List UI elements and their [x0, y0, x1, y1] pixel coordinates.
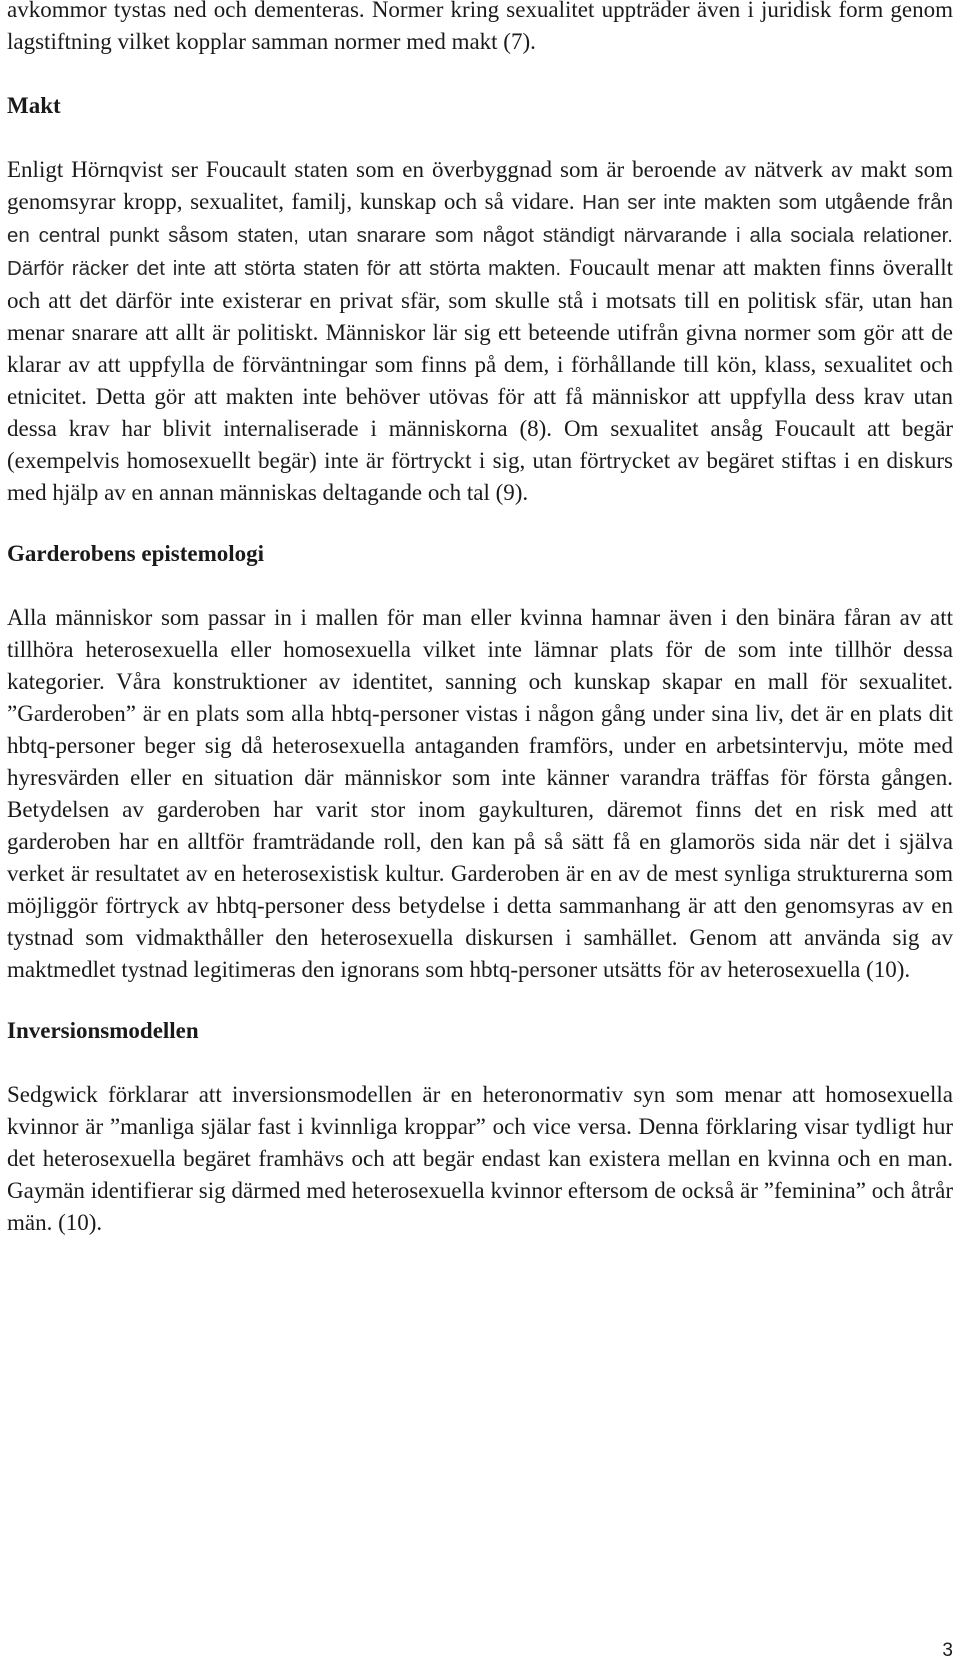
spacer: [7, 509, 953, 538]
intro-paragraph: avkommor tystas ned och dementeras. Normer kring sexualitet uppträder även i juridisk form genom lagstiftning vilket kopplar samman normer med makt (7).: [7, 0, 953, 54]
garderob-paragraph: Alla människor som passar in i mallen för man eller kvinna hamnar även i den binära fåran av att tillhöra heterosexuella eller homosexuella vilket inte lämnar plats för de som inte tillhör dessa kategorier. Våra konstruktioner av identitet, sanning och kunskap skapar en mall för sexualitet. ”Garderoben” är en plats som alla hbtq-personer vistas i någon gång under sina liv, det är en plats dit hbtq-personer beger sig då heterosexuella antaganden framförs, under en arbetsintervju, möte med hyresvärden eller en situation där människor som inte känner varandra träffas för första gången. Betydelsen av garderoben har varit stor inom gaykulturen, däremot finns det en risk med att garderoben har en alltför framträdande roll, den kan på så sätt få en glamorös sida när det i själva verket är resultatet av en heterosexistisk kultur. Garderoben är en av de mest synliga strukturerna som möjliggör förtryck av hbtq-personer dess betydelse i detta sammanhang är att den genomsyras av en tystnad som vidmakthåller den heterosexuella diskursen i samhället. Genom att använda sig av maktmedlet tystnad legitimeras den ignorans som hbtq-personer utsätts för av heterosexuella (10).: [7, 605, 953, 982]
spacer: [7, 122, 953, 154]
section-heading-makt: Makt: [7, 93, 61, 118]
inversion-paragraph: Sedgwick förklarar att inversionsmodellen är en heteronormativ syn som menar att homosexuella kvinnor är ”manliga själar fast i kvinnliga kroppar” och vice versa. Denna förklaring visar tydligt hur det heterosexuella begäret framhävs och att begär endast kan existera mellan en kvinna och en man. Gaymän identifierar sig därmed med heterosexuella kvinnor eftersom de också är ”feminina” och åtrår män. (10).: [7, 1082, 953, 1235]
makt-text-part2: Han ser inte makten som utgående från en central punkt såsom staten, utan snarare som något ständigt närvarande i alla sociala relationer. Därför räcker det inte att störta staten för att störta makten.: [7, 191, 954, 280]
spacer: [7, 58, 953, 90]
makt-text-part3: Foucault menar att makten finns överallt och att det därför inte existerar en privat sfär, som skulle stå i motsats till en politisk sfär, utan han menar snarare att allt är politiskt.: [7, 255, 954, 345]
makt-paragraph: [7, 154, 953, 509]
page-number: 3: [942, 1640, 953, 1661]
makt-text-part4: Människor lär sig ett beteende utifrån givna normer som gör att de klarar av att uppfylla de förväntningar som finns på dem, i förhållande till kön, klass, sexualitet och etnicitet.: [7, 320, 954, 409]
makt-text-part1: Enligt Hörnqvist ser Foucault staten som en överbyggnad som är beroende av nätverk av makt som genomsyrar kropp, sexualitet, familj, kunskap och så vidare.: [7, 157, 953, 214]
document-page: [7, 0, 953, 1239]
spacer: [7, 1047, 953, 1079]
makt-text-part5: Detta gör att makten inte behöver utövas för att få människor att uppfylla dess krav utan dessa krav har blivit internaliserade i människorna (8). Om sexualitet ansåg Foucault att begär (exempelvis homosexuellt begär) inte är förtryckt i sig, utan förtrycket av begäret stiftas i en diskurs med hjälp av en annan människas deltagande och tal (9).: [7, 384, 953, 505]
section-heading-inversionsmodellen: Inversionsmodellen: [7, 1018, 199, 1043]
spacer: [7, 986, 953, 1015]
spacer: [7, 570, 953, 602]
section-heading-garderobens-epistemologi: Garderobens epistemologi: [7, 541, 265, 566]
